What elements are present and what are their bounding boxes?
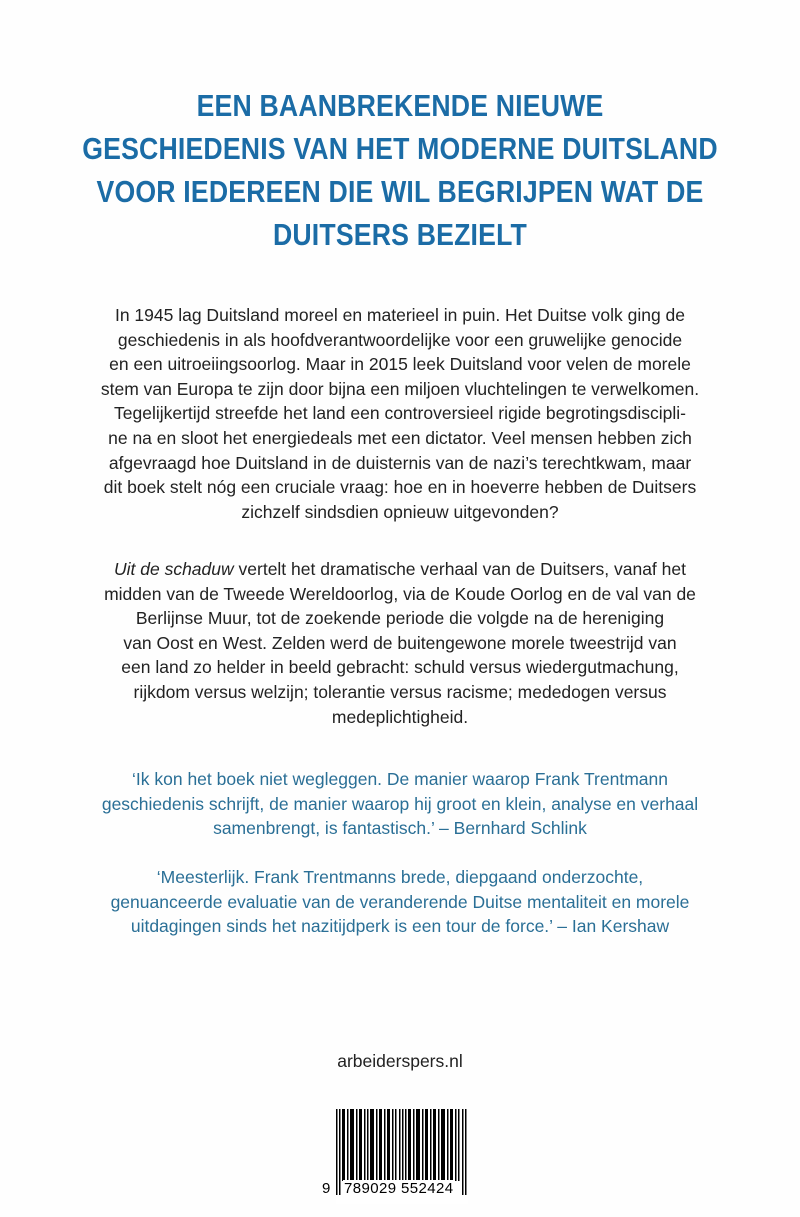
blurb-line: rijkdom versus welzijn; tolerantie versus racisme; mededogen versus [133, 681, 667, 702]
isbn-remaining-digits: 789029 552424 [344, 1180, 454, 1197]
blurb-line: geschiedenis in als hoofdverantwoordelijke voor een gruwelijke genocide [117, 329, 683, 350]
headline-line-1: EEN BAANBREKENDE NIEUWE [196, 88, 604, 123]
blurb-paragraph-2 [80, 557, 720, 729]
blurb-line: Tegelijkertijd streefde het land een controversieel rigide begrotingsdiscipli- [114, 403, 686, 424]
blurb-line: afgevraagd hoe Duitsland in de duisternis van de nazi’s terechtkwam, maar [108, 452, 692, 473]
book-title-italic: Uit de schaduw [114, 559, 234, 579]
blurb-line: Berlijnse Muur, tot de zoekende periode die volgde na de hereniging [135, 608, 665, 629]
blurb-paragraph-1 [80, 303, 720, 524]
review-quote-kershaw [80, 865, 720, 939]
publisher-website: arbeiderspers.nl [337, 1051, 463, 1071]
headline-line-4: DUITSERS BEZIELT [272, 217, 528, 252]
blurb-line: midden van de Tweede Wereldoorlog, via de Koude Oorlog en de val van de [104, 583, 696, 604]
quote-line: genuanceerde evaluatie van de veranderende Duitse mentaliteit en morele [110, 891, 690, 912]
isbn-first-digit: 9 [322, 1180, 331, 1197]
headline-line-3: VOOR IEDEREEN DIE WIL BEGRIJPEN WAT DE [96, 174, 704, 209]
quote-line: geschiedenis schrijft, de manier waarop hij groot en klein, analyse en verhaal [101, 793, 699, 814]
blurb-line: zichzelf sindsdien opnieuw uitgevonden? [241, 501, 559, 522]
headline [56, 84, 744, 256]
quote-line: ‘Ik kon het boek niet wegleggen. De manier waarop Frank Trentmann [132, 769, 668, 789]
blurb-line: stem van Europa te zijn door bijna een miljoen vluchtelingen te verwelkomen. [100, 378, 700, 399]
quote-line: uitdagingen sinds het nazitijdperk is een tour de force.’ – Ian Kershaw [130, 916, 670, 937]
blurb-line-first-rest: vertelt het dramatische verhaal van de Duitsers, vanaf het [233, 559, 686, 579]
blurb-line: In 1945 lag Duitsland moreel en materieel in puin. Het Duitse volk ging de [114, 305, 686, 325]
blurb-line-first [80, 557, 720, 582]
blurb-line: en een uitroeiingsoorlog. Maar in 2015 leek Duitsland voor velen de morele [109, 354, 691, 375]
blurb-line: ne na en sloot het energiedeals met een dictator. Veel mensen hebben zich [108, 427, 692, 448]
blurb-line: van Oost en West. Zelden werd de buitengewone morele tweestrijd van [123, 632, 677, 653]
review-quote-schlink [80, 767, 720, 841]
blurb-line: een land zo helder in beeld gebracht: schuld versus wiedergutmachung, [121, 657, 679, 678]
blurb-line: dit boek stelt nóg een cruciale vraag: hoe en in hoeverre hebben de Duitsers [103, 477, 697, 498]
headline-line-2: GESCHIEDENIS VAN HET MODERNE DUITSLAND [82, 131, 718, 166]
blurb-line: medeplichtigheid. [331, 706, 469, 727]
quote-line: ‘Meesterlijk. Frank Trentmanns brede, diepgaand onderzochte, [156, 867, 644, 887]
quote-line: samenbrengt, is fantastisch.’ – Bernhard Schlink [213, 818, 587, 839]
